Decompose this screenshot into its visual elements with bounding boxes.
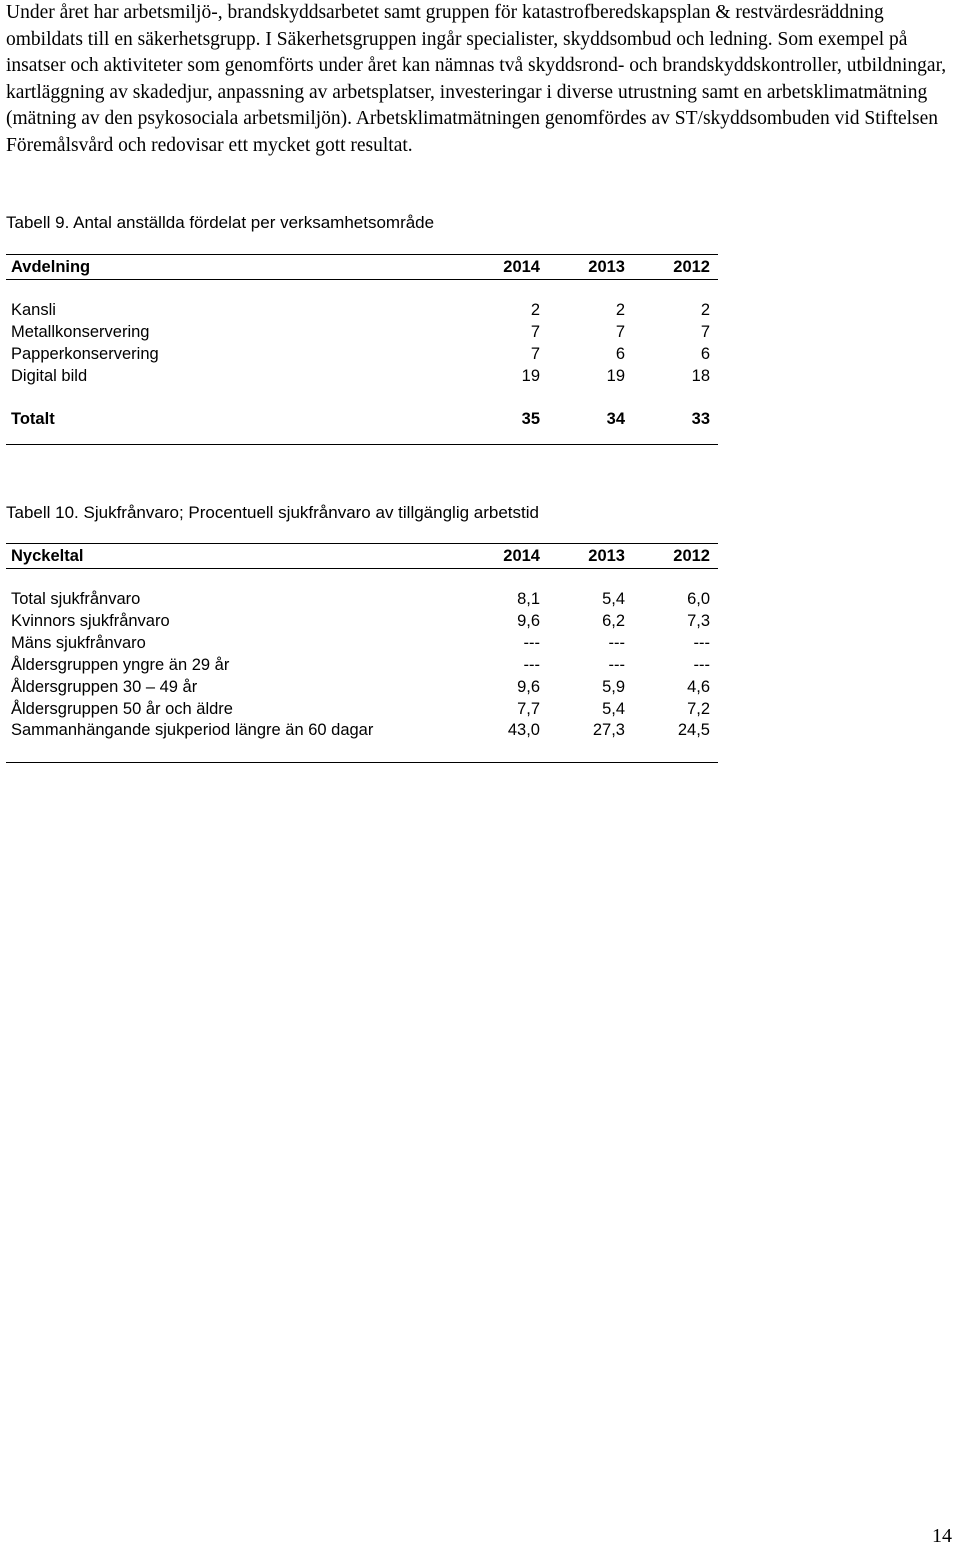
cell-value: 7,3 [687, 611, 710, 630]
cell-value: 19 [606, 366, 625, 385]
cell-value: 6,0 [687, 590, 710, 608]
table9-total-row [6, 408, 718, 432]
row-label: Åldersgruppen 30 – 49 år [11, 677, 198, 696]
row-label: Kvinnors sjukfrånvaro [11, 611, 170, 630]
cell-value: 6 [700, 344, 710, 363]
table9-header-department: Avdelning [6, 255, 463, 280]
table9-caption [6, 213, 434, 233]
cell-value: --- [693, 633, 710, 652]
table-spacer [6, 388, 718, 408]
table9-caption-text: Antal anställda fördelat per verksamhetsområde [73, 213, 435, 232]
cell-value: --- [523, 655, 540, 674]
cell-value: 6,2 [602, 611, 625, 630]
cell-value: 7 [530, 322, 540, 341]
row-label: Metallkonservering [11, 322, 150, 341]
cell-value: 18 [691, 366, 710, 385]
cell-value: 9,6 [517, 677, 540, 696]
table-bottom-rule [6, 432, 718, 445]
cell-value: --- [608, 655, 625, 674]
cell-value: 7 [700, 322, 710, 341]
table-spacer [6, 569, 718, 590]
row-label: Sammanhängande sjukperiod längre än 60 dagar [11, 721, 374, 740]
cell-value: 43,0 [507, 721, 540, 740]
cell-value: 7,7 [517, 699, 540, 718]
cell-value: --- [523, 633, 540, 652]
row-label: Åldersgruppen yngre än 29 år [11, 655, 230, 674]
table10-sick-leave [6, 543, 718, 763]
cell-value: 7 [530, 344, 540, 363]
cell-value: 27,3 [592, 721, 625, 740]
cell-value: 4,6 [687, 677, 710, 696]
table-row [6, 699, 718, 721]
table9-header-year: 2014 [463, 255, 548, 280]
table-row [6, 633, 718, 655]
table9-header-year: 2013 [548, 255, 633, 280]
cell-value: 2 [700, 301, 710, 319]
table-bottom-rule [6, 742, 718, 763]
table9-caption-number: Tabell 9. [6, 213, 70, 232]
cell-value: 6 [615, 344, 625, 363]
cell-value: 2 [530, 301, 540, 319]
cell-value: 9,6 [517, 611, 540, 630]
table10-caption-number: Tabell 10. [6, 503, 79, 522]
total-value: 35 [521, 409, 540, 428]
cell-value: --- [608, 633, 625, 652]
total-value: 33 [691, 409, 710, 428]
row-label: Kansli [11, 301, 56, 319]
table-row [6, 366, 718, 388]
row-label: Total sjukfrånvaro [11, 590, 141, 608]
table10-header-year: 2014 [463, 544, 548, 569]
cell-value: 7,2 [687, 699, 710, 718]
table-row [6, 655, 718, 677]
cell-value: --- [693, 655, 710, 674]
cell-value: 5,9 [602, 677, 625, 696]
table-row [6, 611, 718, 633]
table-row [6, 300, 718, 322]
table10-header-year: 2012 [633, 544, 718, 569]
table10-header-year: 2013 [548, 544, 633, 569]
table9-header-year: 2012 [633, 255, 718, 280]
total-label: Totalt [11, 409, 55, 428]
table-row [6, 589, 718, 611]
table10-caption-text: Sjukfrånvaro; Procentuell sjukfrånvaro av tillgänglig arbetstid [83, 503, 539, 522]
table-spacer [6, 280, 718, 301]
cell-value: 8,1 [517, 590, 540, 608]
table-row [6, 322, 718, 344]
cell-value: 5,4 [602, 590, 625, 608]
table-row [6, 344, 718, 366]
table9-employees [6, 254, 718, 445]
table10-caption [6, 503, 539, 523]
row-label: Papperkonservering [11, 344, 159, 363]
row-label: Digital bild [11, 366, 88, 385]
row-label: Mäns sjukfrånvaro [11, 633, 146, 652]
table-row [6, 720, 718, 742]
body-paragraph: Under året har arbetsmiljö-, brandskyddsarbetet samt gruppen för katastrofberedskapsplan & restvärdesräddning ombildats till en säkerhetsgrupp. I Säkerhetsgruppen ingår specialister, skyddsombud och ledning. Som exempel på insatser och aktiviteter som genomförts under året kan nämnas två skyddsrond- och brandskyddskontroller, utbildningar, kartläggning av skadedjur, anpassning av arbetsplatser, investeringar i diverse utrustning samt en arbetsklimatmätning (mätning av den psykosociala arbetsmiljön). Arbetsklimatmätningen genomfördes av ST/skyddsombuden vid Stiftelsen Föremålsvård och redovisar ett mycket gott resultat. [6, 2, 947, 156]
row-label: Åldersgruppen 50 år och äldre [11, 699, 233, 718]
cell-value: 7 [615, 322, 625, 341]
table10-header-row [6, 544, 718, 569]
total-value: 34 [606, 409, 625, 428]
cell-value: 2 [615, 301, 625, 319]
table-row [6, 677, 718, 699]
cell-value: 5,4 [602, 699, 625, 718]
cell-value: 24,5 [677, 721, 710, 740]
table9-header-row [6, 255, 718, 280]
cell-value: 19 [521, 366, 540, 385]
table10-header-key-figure: Nyckeltal [6, 544, 463, 569]
page-number: 14 [932, 1525, 952, 1547]
